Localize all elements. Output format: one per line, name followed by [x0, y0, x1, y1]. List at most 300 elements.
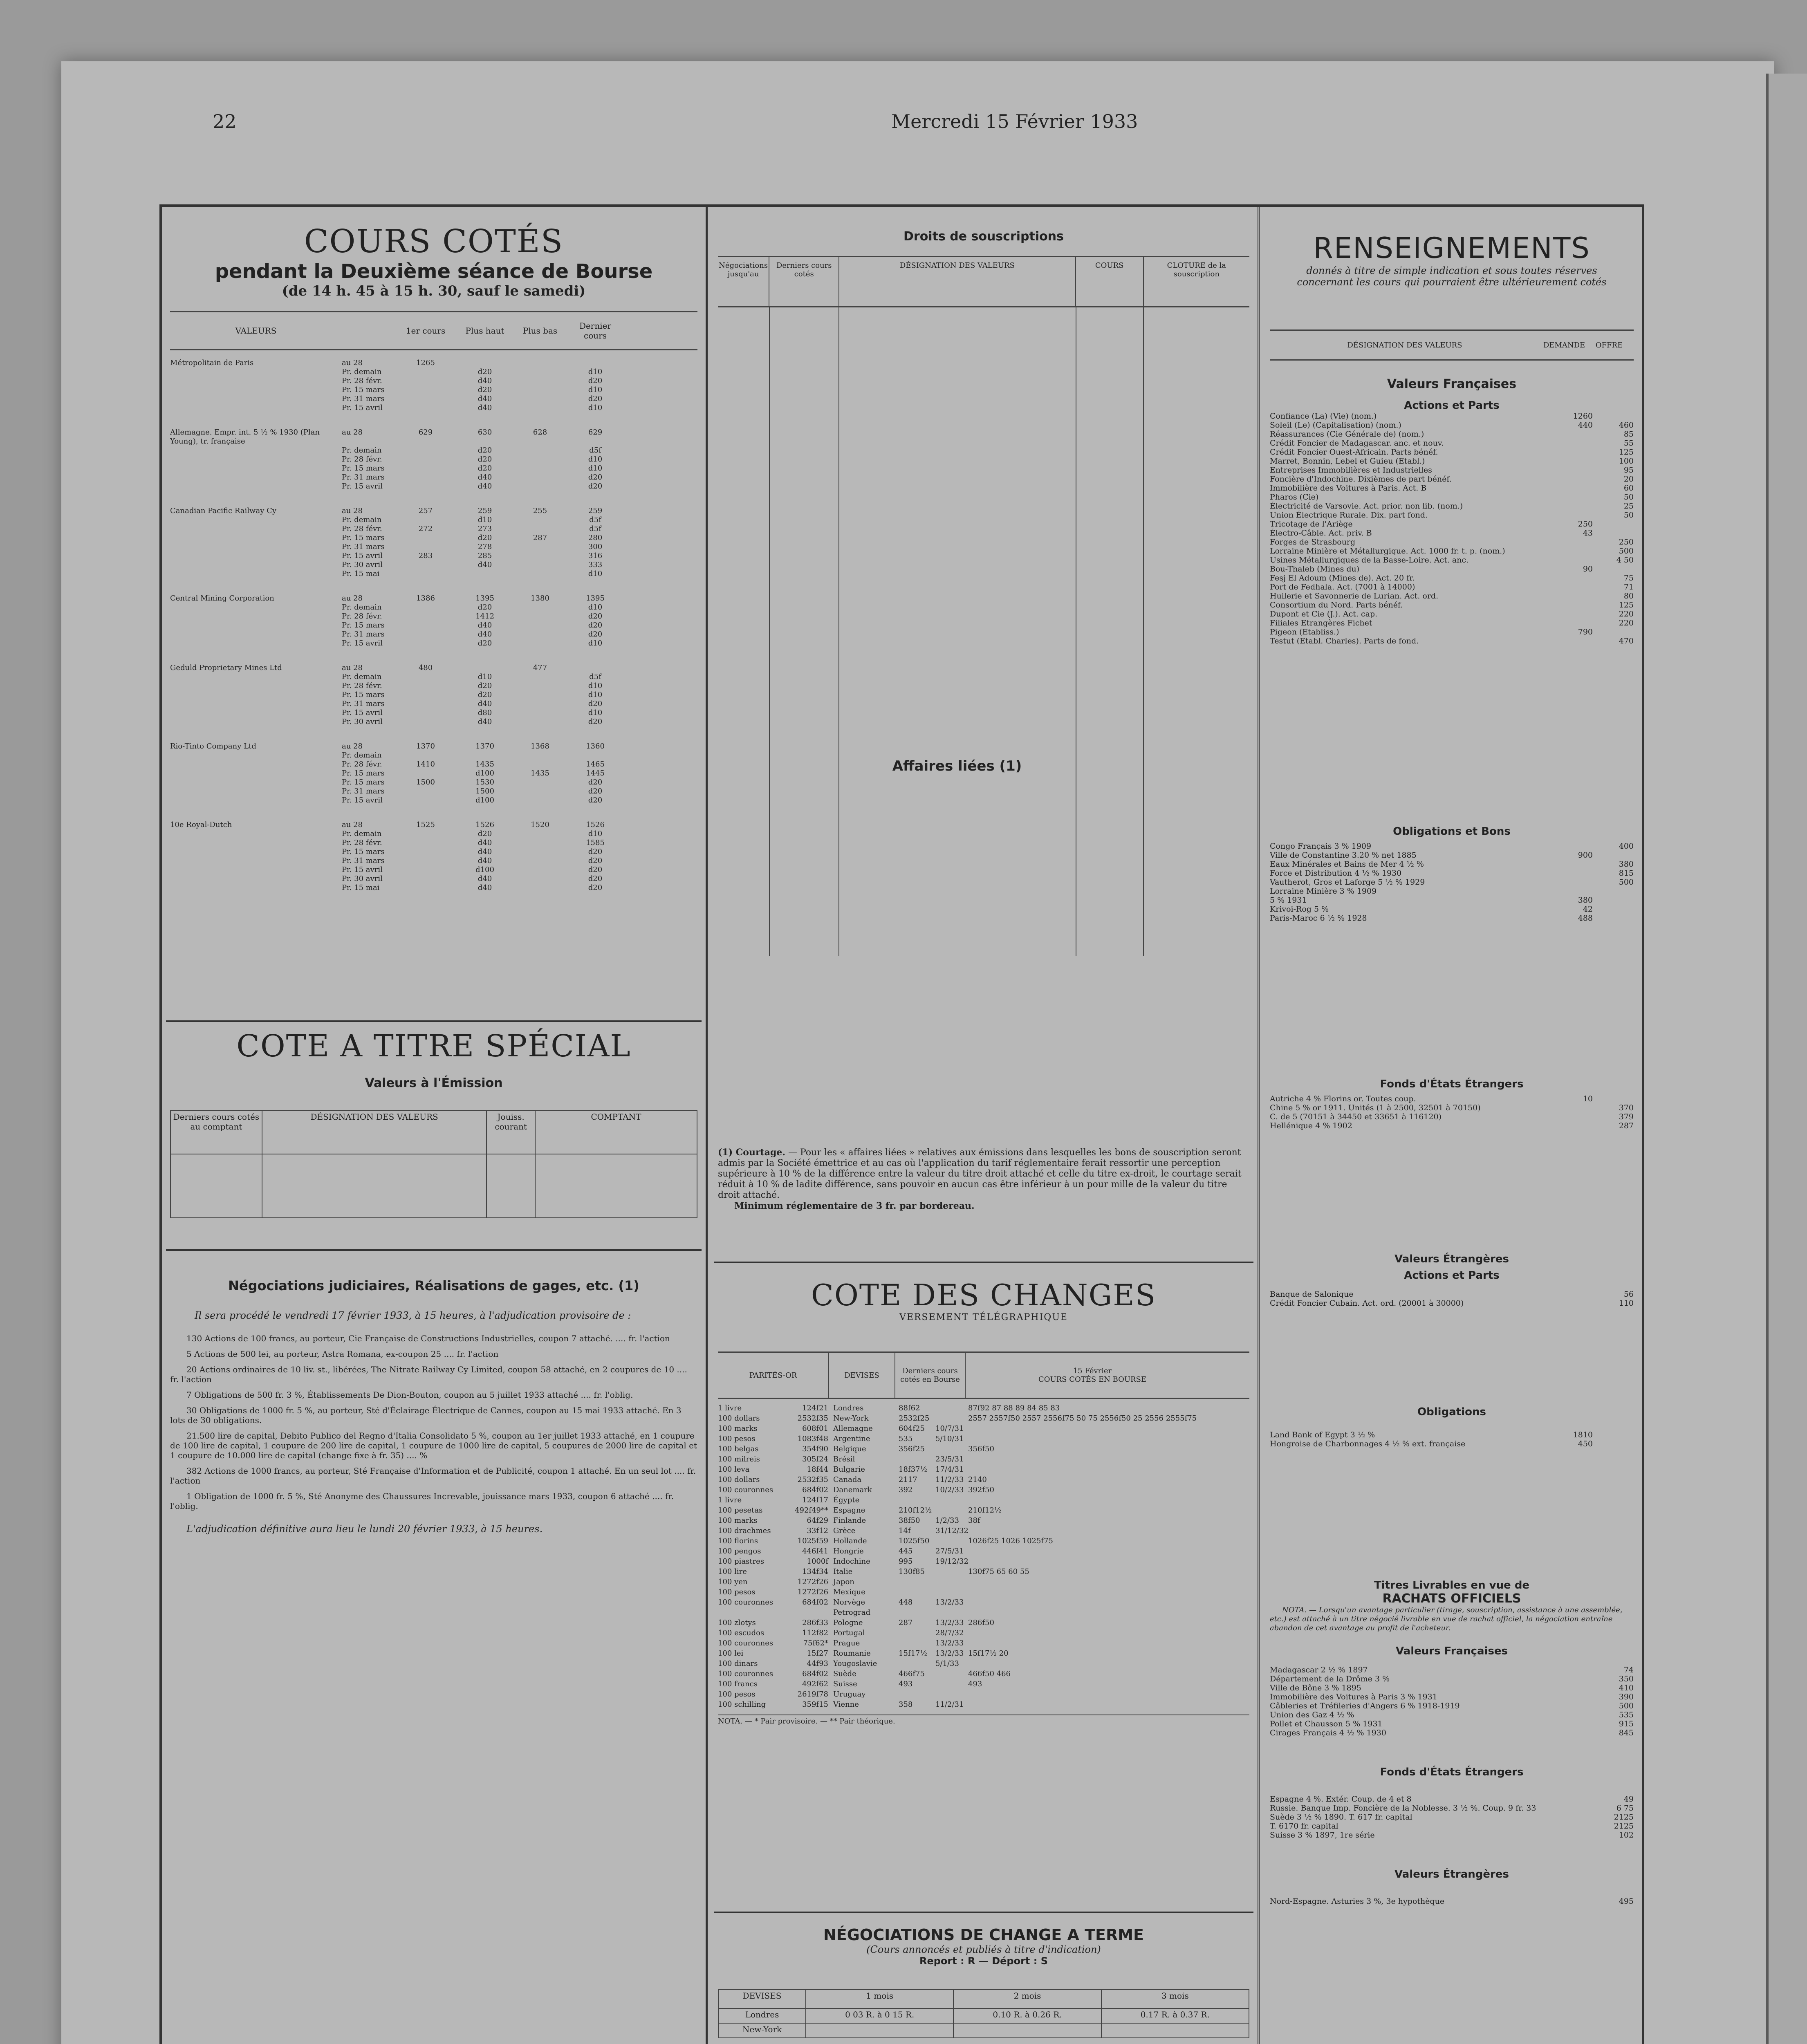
item-demande: 790 [1578, 628, 1593, 637]
table-row [170, 428, 697, 446]
item-offre: 460 [1619, 421, 1634, 430]
price-cell [513, 829, 567, 838]
term-label: Pr. 31 mars [342, 699, 385, 708]
item-name: Eaux Minérales et Bains de Mer 4 ½ % [1270, 860, 1424, 869]
last-date [935, 1587, 968, 1597]
value-name [170, 681, 342, 690]
cours-cotes: 2140 [968, 1475, 987, 1484]
item-offre: 100 [1619, 457, 1634, 466]
page-number: 22 [213, 110, 237, 132]
item-name: Testut (Etabl. Charles). Parts de fond. [1270, 637, 1419, 645]
item-offre: 125 [1619, 448, 1634, 457]
parite-unit: 100 pesetas [718, 1506, 763, 1515]
column-header: 1er cours [406, 326, 446, 336]
last-cours: 445 [899, 1547, 913, 1555]
price-cell [395, 865, 456, 874]
negociation-item: 382 Actions de 1000 francs, au porteur, Sté Française d'Information et de Publicité, coupon 1 attaché. En un seul lot .... fr. l'action [170, 1466, 696, 1486]
item-offre: 60 [1623, 484, 1634, 493]
cours-cotes: 286f50 [968, 1618, 994, 1627]
list-item [1270, 1430, 1634, 1439]
value-group [170, 428, 697, 491]
price-cell [513, 464, 567, 473]
value-group [170, 594, 697, 648]
devise: Bulgarie [833, 1465, 865, 1474]
terme-table [718, 1989, 1249, 2038]
term-label: Pr. demain [342, 515, 382, 524]
cours-cotes [968, 1607, 1222, 1618]
price-cell: 1386 [416, 594, 435, 603]
changes-nota: NOTA. — * Pair provisoire. — ** Pair théorique. [718, 1715, 1249, 1726]
value-name [170, 377, 342, 385]
terme-subtitle: (Cours annoncés et publiés à titre d'indication) [866, 1944, 1101, 1955]
price-cell [513, 515, 567, 524]
last-cours: 38f50 [899, 1516, 920, 1525]
devise: Japon [833, 1578, 854, 1586]
terme-row [718, 2008, 1249, 2023]
item-price: 410 [1619, 1683, 1634, 1692]
price-cell [513, 524, 567, 533]
value-name [170, 787, 342, 796]
parite-unit: 100 leva [718, 1465, 750, 1474]
term-label: Pr. 15 mars [342, 769, 385, 778]
item-demande [1548, 1290, 1593, 1299]
item-offre: 220 [1619, 619, 1634, 628]
parite-unit: 100 florins [718, 1537, 758, 1545]
item-name: Union Électrique Rurale. Dix. part fond. [1270, 511, 1428, 520]
item-name: Bou-Thaleb (Mines du) [1270, 565, 1360, 574]
droits-header: COURS [1076, 257, 1144, 306]
last-date [935, 1413, 968, 1423]
term-label: Pr. 31 mars [342, 394, 385, 403]
droits-header-row [718, 257, 1249, 307]
cours-cotes: 87f92 87 88 89 84 85 83 [968, 1404, 1060, 1412]
parite-unit: 100 dollars [718, 1414, 760, 1423]
changes-row [718, 1669, 1249, 1679]
price-cell [395, 856, 456, 865]
table-row [170, 865, 697, 874]
item-offre: 110 [1619, 1299, 1634, 1308]
item-name: Union des Gaz 4 ½ % [1270, 1710, 1354, 1719]
item-price: 6 75 [1616, 1804, 1634, 1813]
cours-cotes [968, 1659, 1222, 1669]
price-cell [395, 630, 456, 639]
list-item [1270, 619, 1634, 628]
list-item [1270, 869, 1634, 878]
item-demande [1548, 1299, 1593, 1308]
price-cell: d5f [589, 446, 601, 455]
price-cell: 1370 [475, 742, 494, 751]
last-date [935, 1679, 968, 1689]
item-offre [1593, 1430, 1634, 1439]
term-label: Pr. demain [342, 446, 382, 455]
last-date: 28/7/32 [935, 1629, 964, 1637]
price-cell [513, 551, 567, 560]
terme-header-row [718, 1990, 1249, 2008]
table-row [170, 856, 697, 865]
list-item [1270, 1692, 1634, 1701]
price-cell [395, 612, 456, 621]
item-offre: 470 [1619, 637, 1634, 645]
devise: Belgique [833, 1445, 866, 1453]
terme-cell [806, 2023, 953, 2038]
table-row [170, 603, 697, 612]
value-name [170, 847, 342, 856]
valeurs-francaises-heading: Valeurs Françaises [1387, 377, 1517, 391]
price-cell: 316 [588, 551, 603, 560]
price-cell [513, 639, 567, 648]
item-demande [1548, 538, 1593, 547]
price-cell: 1525 [416, 820, 435, 829]
last-date: 23/5/31 [935, 1455, 964, 1464]
last-cours: 604f25 [899, 1424, 925, 1433]
table-row [170, 377, 697, 385]
price-cell: d40 [478, 560, 492, 569]
rachats-fe-heading: Fonds d'États Étrangers [1380, 1766, 1524, 1778]
item-offre [1593, 887, 1634, 896]
price-cell: 257 [418, 507, 433, 515]
negociations-title: Négociations judiciaires, Réalisations de gages, etc. (1) [228, 1278, 639, 1293]
term-label: Pr. demain [342, 751, 382, 760]
special-header: Jouiss. courant [486, 1111, 535, 1154]
list-item [1270, 1710, 1634, 1719]
parite-value: 2532f35 [797, 1475, 828, 1484]
item-name: Immobilière des Voitures à Paris. Act. B [1270, 484, 1427, 493]
price-cell: d40 [478, 699, 492, 708]
price-cell [395, 883, 456, 892]
last-cours [899, 1454, 935, 1464]
renseignements-subtitle: donnés à titre de simple indication et sous toutes réserves concernant les cours qui pourraient être ultérieurement cotés [1297, 265, 1607, 288]
parite-value: 1272f26 [797, 1588, 828, 1596]
rachats-ve-list [1270, 1897, 1634, 1906]
negociation-item: 1 Obligation de 1000 fr. 5 %, Sté Anonyme des Chaussures Increvable, jouissance mars 1933, coupon 6 attaché .... fr. l'oblig. [170, 1491, 674, 1511]
term-label: Pr. 31 mars [342, 856, 385, 865]
value-group [170, 820, 697, 892]
parite-unit: 1 livre [718, 1404, 742, 1412]
page-header [164, 110, 1635, 143]
parite-value: 1025f59 [797, 1537, 828, 1545]
special-cell [262, 1154, 487, 1218]
value-name: Rio-Tinto Company Ltd [170, 742, 256, 751]
list-item [1270, 860, 1634, 869]
rachats-title: Titres Livrables en vue de [1374, 1579, 1530, 1591]
cours-cotes-header-row [170, 311, 697, 350]
price-cell [395, 482, 456, 491]
parite-value: 2532f35 [797, 1414, 828, 1423]
price-cell: d20 [588, 394, 603, 403]
cours-cotes [968, 1597, 1222, 1607]
item-demande [1548, 466, 1593, 475]
price-cell [395, 542, 456, 551]
cours-cotes: 392f50 [968, 1486, 994, 1494]
price-cell: d20 [588, 482, 603, 491]
cours-cotes [968, 1628, 1222, 1638]
value-name [170, 551, 342, 560]
negociations-intro: Il sera procédé le vendredi 17 février 1933, à 15 heures, à l'adjudication provisoire de : [195, 1310, 631, 1321]
divider [166, 1249, 702, 1251]
last-cours: 1025f50 [899, 1537, 930, 1545]
item-demande [1548, 842, 1593, 851]
devise: Égypte [833, 1496, 860, 1504]
changes-row [718, 1505, 1249, 1515]
last-cours [899, 1587, 935, 1597]
term-label: Pr. 30 avril [342, 717, 383, 726]
price-cell [513, 368, 567, 377]
terme-cell: New-York [718, 2023, 806, 2038]
price-cell: 1360 [586, 742, 605, 751]
item-offre [1593, 896, 1634, 905]
terme-cell: Londres [718, 2008, 806, 2023]
parite-unit: 100 pesos [718, 1588, 756, 1596]
item-demande [1548, 592, 1593, 601]
term-label: Pr. demain [342, 368, 382, 376]
item-demande [1548, 448, 1593, 457]
parite-value: 75f62* [803, 1639, 828, 1647]
devise: Yougoslavie [833, 1659, 877, 1668]
price-cell: 1412 [475, 612, 494, 621]
changes-row [718, 1475, 1249, 1485]
changes-row [718, 1638, 1249, 1648]
price-cell [395, 394, 456, 403]
parite-unit: 100 piastres [718, 1557, 764, 1566]
price-cell: 1368 [531, 742, 549, 751]
special-header: COMPTANT [535, 1111, 697, 1154]
value-name [170, 630, 342, 639]
price-cell [513, 630, 567, 639]
list-item [1270, 412, 1634, 421]
price-cell: 477 [533, 663, 547, 672]
price-cell [513, 569, 567, 578]
parite-value: 684f02 [802, 1486, 828, 1494]
last-cours: 88f62 [899, 1404, 920, 1412]
cours-cotes: 2557 2557f50 2557 2556f75 50 75 2556f50 25 2556 2555f75 [968, 1414, 1197, 1423]
price-cell: 259 [588, 507, 603, 515]
list-item [1270, 493, 1634, 502]
item-name: C. de 5 (70151 à 34450 et 33651 à 116120) [1270, 1112, 1442, 1121]
price-cell [395, 515, 456, 524]
changes-row [718, 1607, 1249, 1618]
item-price: 49 [1623, 1795, 1634, 1804]
item-offre [1593, 520, 1634, 529]
actions-parts-heading: Actions et Parts [1404, 399, 1500, 412]
item-offre: 815 [1619, 869, 1634, 878]
last-date: 5/10/31 [935, 1434, 964, 1443]
value-name [170, 603, 342, 612]
price-cell [513, 699, 567, 708]
price-cell: 1380 [531, 594, 549, 603]
parite-unit: 100 dollars [718, 1475, 760, 1484]
item-demande [1548, 511, 1593, 520]
parite-unit [718, 1607, 779, 1618]
item-name: Crédit Foncier Ouest-Africain. Parts bénéf. [1270, 448, 1438, 457]
price-cell: d40 [478, 630, 492, 639]
item-demande [1548, 556, 1593, 565]
price-cell: 1530 [475, 778, 494, 787]
list-item [1270, 1822, 1634, 1831]
item-name: Pollet et Chausson 5 % 1931 [1270, 1719, 1383, 1728]
item-name: Filiales Etrangères Fichet [1270, 619, 1372, 628]
negociation-item: 21.500 lire de capital, Debito Publico del Regno d'Italia Consolidato 5 %, coupon au 1er juillet 1933 attaché, en 1 coupure de 100 lire de capital, 1 coupure de 200 lire de capital, 1 coupure de 1000 lire de capital, 5 coupures de 2000 lire de capital et 1 coupure de 10.000 lire de capital (change fixe à fr. 35) .... % [170, 1431, 697, 1460]
terme-header: 3 mois [1101, 1990, 1249, 2008]
price-cell [395, 699, 456, 708]
price-cell [395, 639, 456, 648]
item-offre: 125 [1619, 601, 1634, 610]
item-name: Département de la Drôme 3 % [1270, 1674, 1390, 1683]
price-cell: d20 [588, 630, 603, 639]
changes-date: 15 Février [1073, 1367, 1112, 1375]
column-header: Dernier cours [579, 321, 612, 341]
divider [166, 1020, 702, 1022]
price-cell [395, 473, 456, 482]
last-date [935, 1505, 968, 1515]
parite-unit: 100 pesos [718, 1434, 756, 1443]
price-cell [513, 473, 567, 482]
column-header: Plus bas [522, 326, 558, 336]
item-offre: 50 [1623, 511, 1634, 520]
item-offre: 55 [1623, 439, 1634, 448]
price-cell: d5f [589, 524, 601, 533]
changes-row [718, 1546, 1249, 1556]
value-name [170, 874, 342, 883]
last-date: 10/2/33 [935, 1486, 964, 1494]
list-item [1270, 842, 1634, 851]
item-name: Cirages Français 4 ½ % 1930 [1270, 1728, 1386, 1737]
item-name: Forges de Strasbourg [1270, 538, 1356, 547]
negociations-footer: L'adjudication définitive aura lieu le lundi 20 février 1933, à 15 heures. [186, 1523, 543, 1535]
price-cell [513, 751, 567, 760]
ve-actions-list [1270, 1290, 1634, 1308]
changes-row [718, 1444, 1249, 1454]
value-name [170, 533, 342, 542]
cours-cotes [968, 1556, 1222, 1567]
price-cell: 259 [478, 507, 492, 515]
value-name: Allemagne. Empr. int. 5 ½ % 1930 (Plan Young), tr. française [170, 428, 320, 446]
last-cours: 535 [899, 1434, 913, 1443]
price-cell [395, 708, 456, 717]
value-name [170, 621, 342, 630]
last-date [935, 1577, 968, 1587]
value-name [170, 482, 342, 491]
item-offre: 56 [1623, 1290, 1634, 1299]
changes-row [718, 1485, 1249, 1495]
price-cell: 333 [588, 560, 603, 569]
item-offre: 20 [1623, 475, 1634, 484]
cours-cotes-groups [170, 359, 697, 892]
table-row [170, 482, 697, 491]
parite-value: 1000f [807, 1557, 828, 1566]
price-cell: 300 [588, 542, 603, 551]
term-label: Pr. 28 févr. [342, 681, 382, 690]
price-cell: 272 [418, 524, 433, 533]
special-cell [170, 1154, 262, 1218]
changes-row [718, 1567, 1249, 1577]
item-name: Ville de Constantine 3.20 % net 1885 [1270, 851, 1417, 860]
special-cell [535, 1154, 697, 1218]
term-label: au 28 [342, 742, 363, 751]
last-cours: 287 [899, 1618, 913, 1627]
value-name [170, 778, 342, 787]
item-name: Espagne 4 %. Extér. Coup. de 4 et 8 [1270, 1795, 1412, 1804]
table-row [170, 446, 697, 455]
list-item [1270, 547, 1634, 556]
value-name [170, 769, 342, 778]
rachats-title-2: RACHATS OFFICIELS [1382, 1591, 1521, 1606]
last-date: 19/12/32 [935, 1557, 969, 1566]
terme-title: NÉGOCIATIONS DE CHANGE A TERME [823, 1926, 1144, 1944]
list-item [1270, 1439, 1634, 1448]
price-cell: d20 [478, 368, 492, 376]
item-name: Confiance (La) (Vie) (nom.) [1270, 412, 1377, 421]
price-cell: d100 [475, 865, 494, 874]
droits-header: DÉSIGNATION DES VALEURS [839, 257, 1076, 306]
changes-row [718, 1434, 1249, 1444]
price-cell: d20 [588, 856, 603, 865]
term-label: au 28 [342, 663, 363, 672]
item-demande: 250 [1578, 520, 1593, 529]
item-demande [1548, 493, 1593, 502]
value-group [170, 359, 697, 412]
table-row [170, 690, 697, 699]
price-cell [395, 838, 456, 847]
parite-unit: 100 marks [718, 1516, 758, 1525]
cours-cotes [968, 1434, 1222, 1444]
item-offre: 220 [1619, 610, 1634, 619]
value-name [170, 883, 342, 892]
cours-cotes [968, 1454, 1222, 1464]
price-cell [513, 403, 567, 412]
changes-row [718, 1648, 1249, 1659]
price-cell [513, 560, 567, 569]
term-label: Pr. 28 févr. [342, 838, 382, 847]
price-cell [513, 385, 567, 394]
table-row [170, 699, 697, 708]
price-cell: 1526 [586, 820, 605, 829]
item-name: Force et Distribution 4 ½ % 1930 [1270, 869, 1402, 878]
value-name [170, 690, 342, 699]
item-demande [1548, 502, 1593, 511]
last-date [935, 1536, 968, 1546]
table-row [170, 742, 697, 751]
renseignements-header: OFFRE [1595, 341, 1623, 350]
parite-unit: 100 couronnes [718, 1598, 773, 1607]
term-label: Pr. demain [342, 829, 382, 838]
price-cell: d10 [588, 681, 603, 690]
list-item [1270, 457, 1634, 466]
table-row [170, 385, 697, 394]
list-item [1270, 601, 1634, 610]
price-cell: d10 [588, 455, 603, 464]
cours-cotes [968, 1587, 1222, 1597]
price-cell: 1500 [475, 787, 494, 796]
last-date [935, 1567, 968, 1577]
parite-value: 2619f78 [797, 1690, 828, 1699]
value-name [170, 403, 342, 412]
list-item [1270, 583, 1634, 592]
changes-header-group [966, 1367, 1219, 1384]
devise: Pologne [833, 1618, 863, 1627]
item-offre: 370 [1619, 1103, 1634, 1112]
item-price: 74 [1623, 1665, 1634, 1674]
value-name [170, 865, 342, 874]
price-cell [513, 787, 567, 796]
parite-unit: 100 milreis [718, 1455, 760, 1464]
item-demande: 90 [1583, 565, 1593, 574]
item-demande [1548, 860, 1593, 869]
price-cell: d40 [478, 482, 492, 491]
changes-row [718, 1659, 1249, 1669]
price-cell: d10 [478, 672, 492, 681]
item-offre: 500 [1619, 547, 1634, 556]
last-date [935, 1669, 968, 1679]
